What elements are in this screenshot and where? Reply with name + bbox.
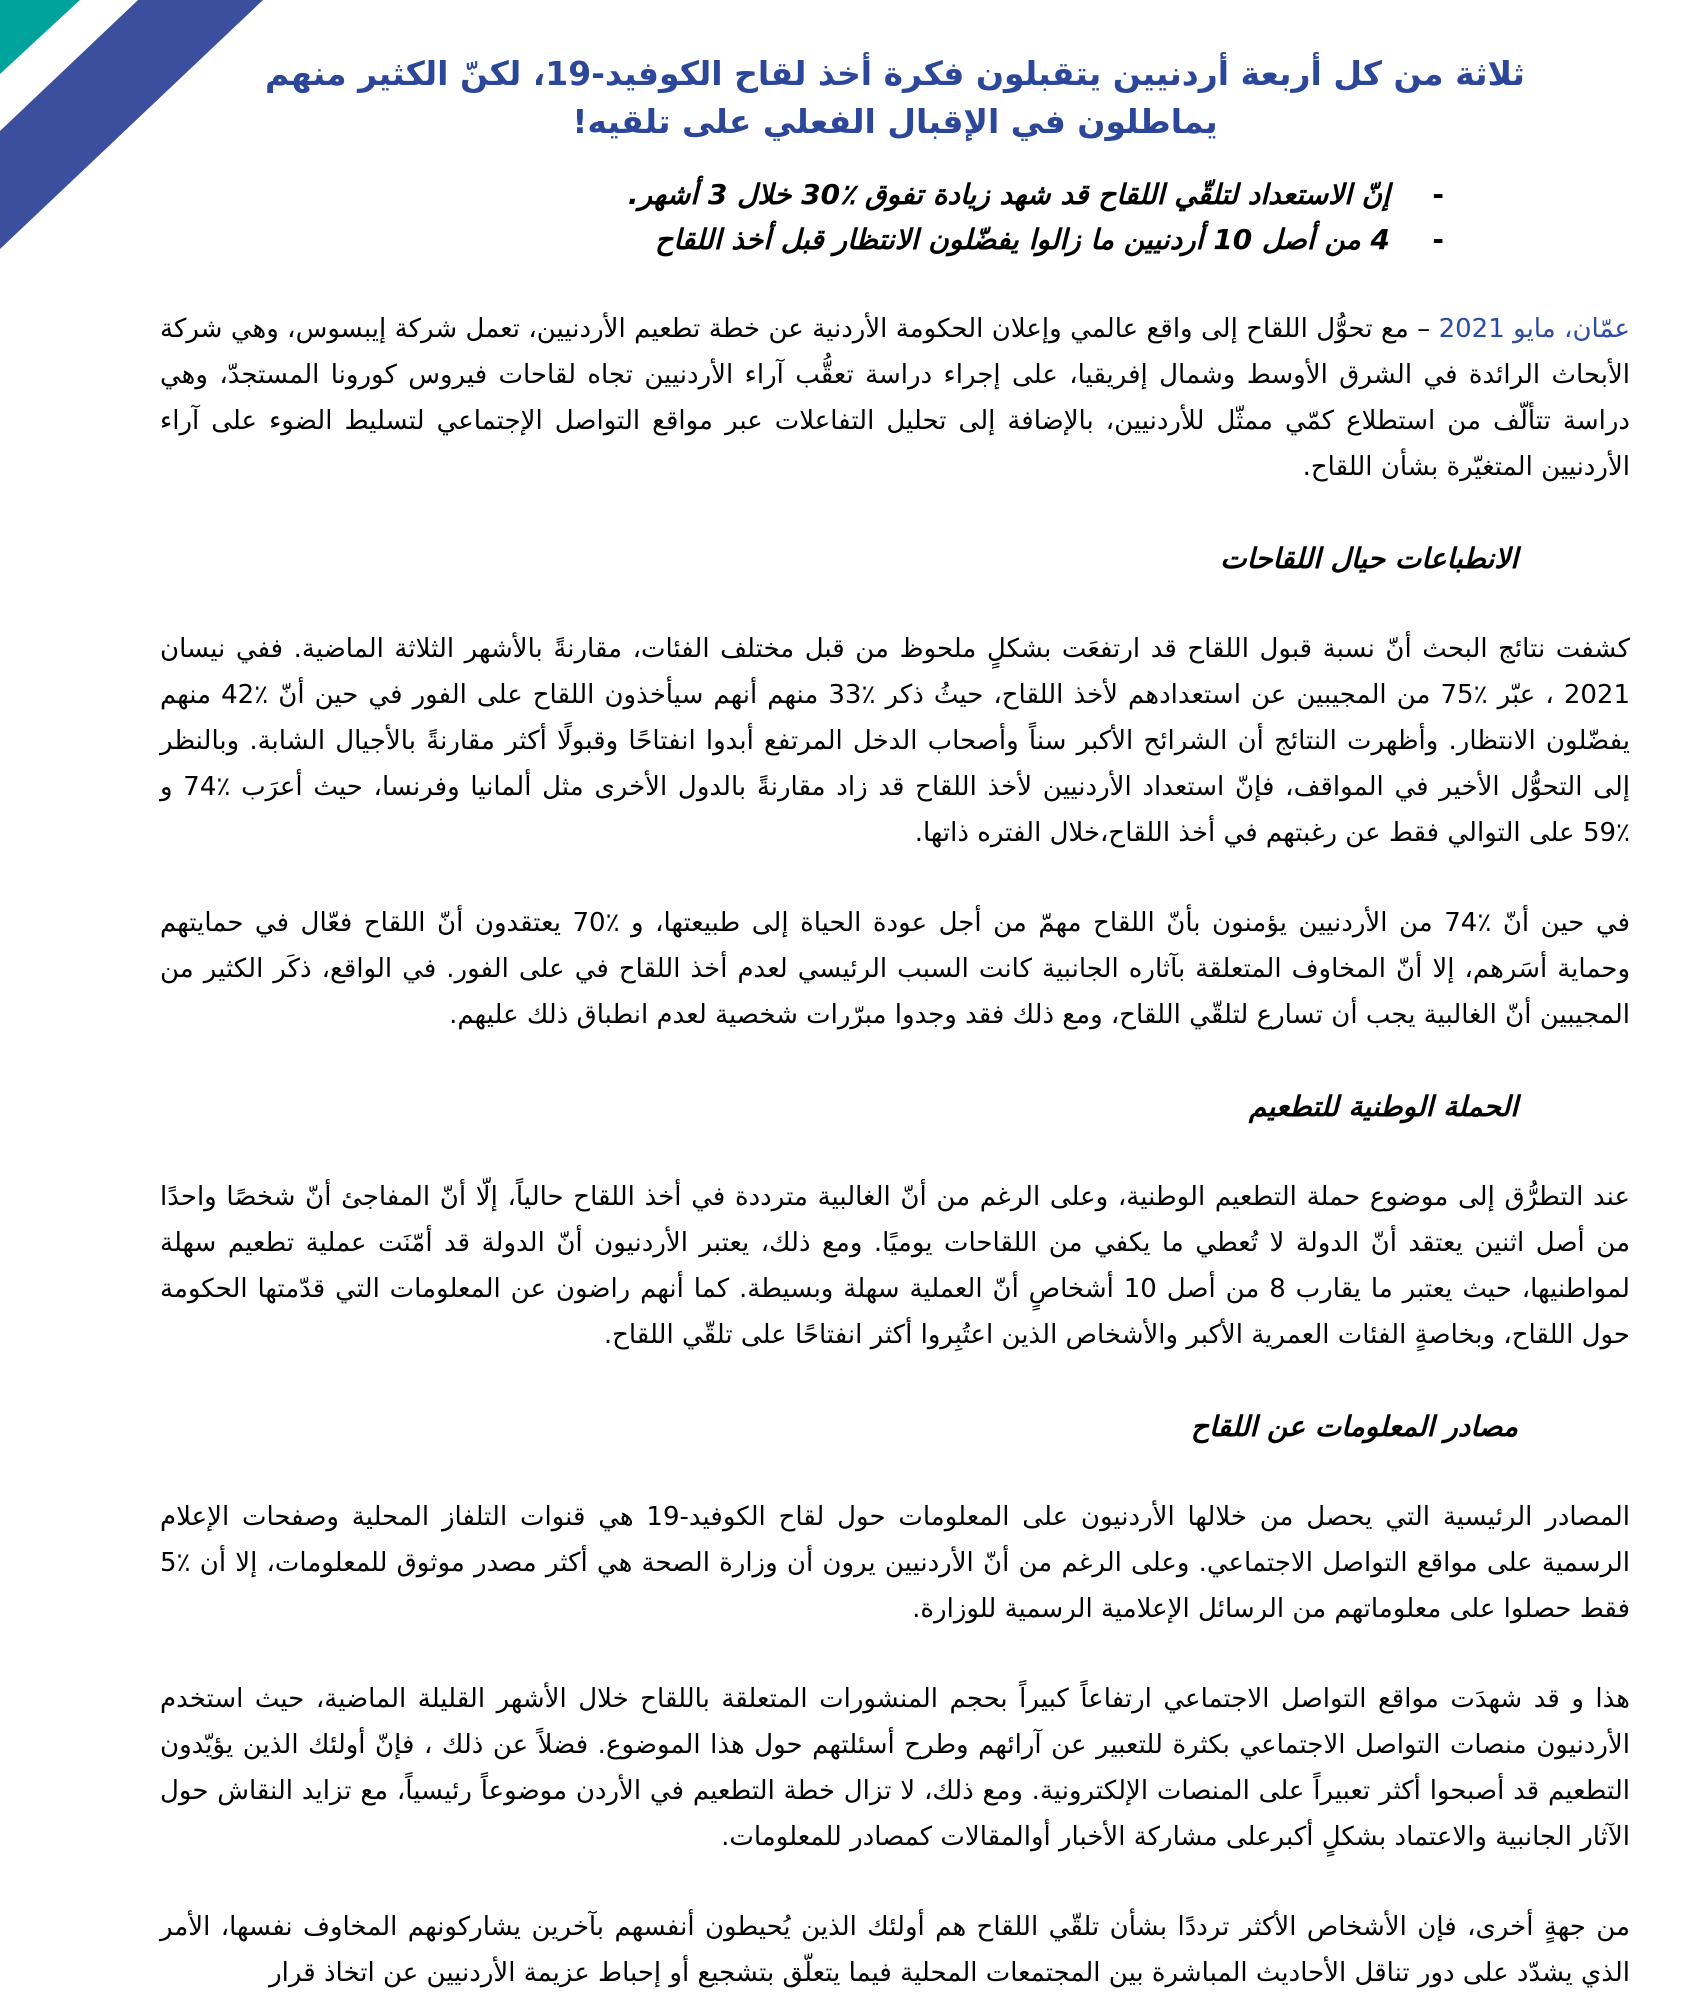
highlights-list — [160, 172, 1444, 262]
section-heading-impressions: الانطباعات حيال اللقاحات — [1220, 542, 1518, 575]
list-item — [160, 217, 1444, 262]
intro-paragraph — [160, 306, 1630, 490]
section-heading-national-campaign: الحملة الوطنية للتطعيم — [1248, 1090, 1518, 1123]
bullet-text: إنّ الاستعداد لتلقّي اللقاح قد شهد زيادة تفوق ٪30 خلال 3 أشهر. — [627, 178, 1390, 211]
section-heading-information-sources: مصادر المعلومات عن اللقاح — [1190, 1410, 1518, 1443]
intro-body-text: – مع تحوُّل اللقاح إلى واقع عالمي وإعلان الحكومة الأردنية عن خطة تطعيم الأردنيين، تعمل شركة إيبسوس، وهي شركة الأبحاث الرائدة في الشرق الأوسط وشمال إفريقيا، على إجراء دراسة تعقُّب آراء الأردنيين تجاه لقاحات فيروس كورونا المستجدّ، وهي دراسة تتألّف من استطلاع كمّي ممثّل للأردنيين، بالإضافة إلى تحليل التفاعلات عبر مواقع التواصل الإجتماعي لتسليط الضوء على آراء الأردنيين المتغيّرة بشأن اللقاح. — [160, 314, 1630, 482]
body-paragraph: من جهةٍ أخرى، فإن الأشخاص الأكثر ترددًا بشأن تلقّي اللقاح هم أولئك الذين يُحيطون أنفسهم بآخرين يشاركونهم المخاوف نفسها، الأمر الذي يشدّد على دور تناقل الأحاديث المباشرة بين المجتمعات المحلية فيما يتعلّق بتشجيع أو إحباط عزيمة الأردنيين عن اتخاذ قرار — [160, 1912, 1630, 1988]
bullet-text: 4 من أصل 10 أردنيين ما زالوا يفضّلون الانتظار قبل أخذ اللقاح — [655, 223, 1390, 256]
body-paragraph: في حين أنّ ٪74 من الأردنيين يؤمنون بأنّ اللقاح مهمّ من أجل عودة الحياة إلى طبيعتها، و ٪70 يعتقدون أنّ اللقاح فعّال في حمايتهم وحماية أسَرهم، إلا أنّ المخاوف المتعلقة بآثاره الجانبية كانت السبب الرئيسي لعدم أخذ اللقاح في على الفور. في الواقع، ذكَر الكثير من المجيبين أنّ الغالبية يجب أن تسارع لتلقّي اللقاح، ومع ذلك فقد وجدوا مبرّرات شخصية لعدم انطباق ذلك عليهم. — [160, 908, 1631, 1030]
page-title: ثلاثة من كل أربعة أردنيين يتقبلون فكرة أخذ لقاح الكوفيد-19، لكنّ الكثير منهم يماطلون في الإقبال الفعلي على تلقيه! — [265, 54, 1525, 141]
body-paragraph: كشفت نتائج البحث أنّ نسبة قبول اللقاح قد ارتفعَت بشكلٍ ملحوظ من قبل مختلف الفئات، مقارنةً بالأشهر الثلاثة الماضية. ففي نيسان 2021 ، عبّر ٪75 من المجيبين عن استعدادهم لأخذ اللقاح، حيثُ ذكر ٪33 منهم أنهم سيأخذون اللقاح على الفور في حين أنّ ٪42 منهم يفضّلون الانتظار. وأظهرت النتائج أن الشرائح الأكبر سناً وأصحاب الدخل المرتفع أبدوا انفتاحًا وقبولًا أكثر مقارنةً بالأجيال الشابة. وبالنظر إلى التحوُّل الأخير في المواقف، فإنّ استعداد الأردنيين لأخذ اللقاح قد زاد مقارنةً بالدول الأخرى مثل ألمانيا وفرنسا، حيث أعرَب ٪74 و ٪59 على التوالي فقط عن رغبتهم في أخذ اللقاح،خلال الفتره ذاتها. — [160, 634, 1631, 848]
body-paragraph: المصادر الرئيسية التي يحصل من خلالها الأردنيون على المعلومات حول لقاح الكوفيد-19 هي قنوات التلفاز المحلية وصفحات الإعلام الرسمية على مواقع التواصل الاجتماعي. وعلى الرغم من أنّ الأردنيين يرون أن وزارة الصحة هي أكثر مصدر موثوق للمعلومات، إلا أن ٪5 فقط حصلوا على معلوماتهم من الرسائل الإعلامية الرسمية للوزارة. — [160, 1502, 1630, 1624]
bullet-dash: - — [1432, 178, 1444, 211]
list-item — [160, 172, 1444, 217]
dateline: عمّان، مايو 2021 — [1438, 314, 1631, 344]
body-paragraph: هذا و قد شهدَت مواقع التواصل الاجتماعي ارتفاعاً كبيراً بحجم المنشورات المتعلقة باللقاح خلال الأشهر القليلة الماضية، حيث استخدم الأردنيون منصات التواصل الاجتماعي بكثرة للتعبير عن آرائهم وطرح أسئلتهم حول هذا الموضوع. فضلاً عن ذلك ، فإنّ أولئك الذين يؤيّدون التطعيم قد أصبحوا أكثر تعبيراً على المنصات الإلكترونية. ومع ذلك، لا تزال خطة التطعيم في الأردن موضوعاً رئيسياً، مع تزايد النقاش حول الآثار الجانبية والاعتماد بشكلٍ أكبرعلى مشاركة الأخبار أوالمقالات كمصادر للمعلومات. — [160, 1684, 1630, 1852]
bullet-dash: - — [1432, 223, 1444, 256]
body-paragraph: عند التطرُّق إلى موضوع حملة التطعيم الوطنية، وعلى الرغم من أنّ الغالبية مترددة في أخذ اللقاح حالياً، إلّا أنّ المفاجئ أنّ شخصًا واحدًا من أصل اثنين يعتقد أنّ الدولة لا تُعطي ما يكفي من اللقاحات يوميًا. ومع ذلك، يعتبر الأردنيون أنّ الدولة قد أمّنَت عملية تطعيم سهلة لمواطنيها، حيث يعتبر ما يقارب 8 من أصل 10 أشخاصٍ أنّ العملية سهلة وبسيطة. كما أنهم راضون عن المعلومات التي قدّمتها الحكومة حول اللقاح، وبخاصةٍ الفئات العمرية الأكبر والأشخاص الذين اعتُبِروا أكثر انفتاحًا على تلقّي اللقاح. — [160, 1182, 1630, 1350]
